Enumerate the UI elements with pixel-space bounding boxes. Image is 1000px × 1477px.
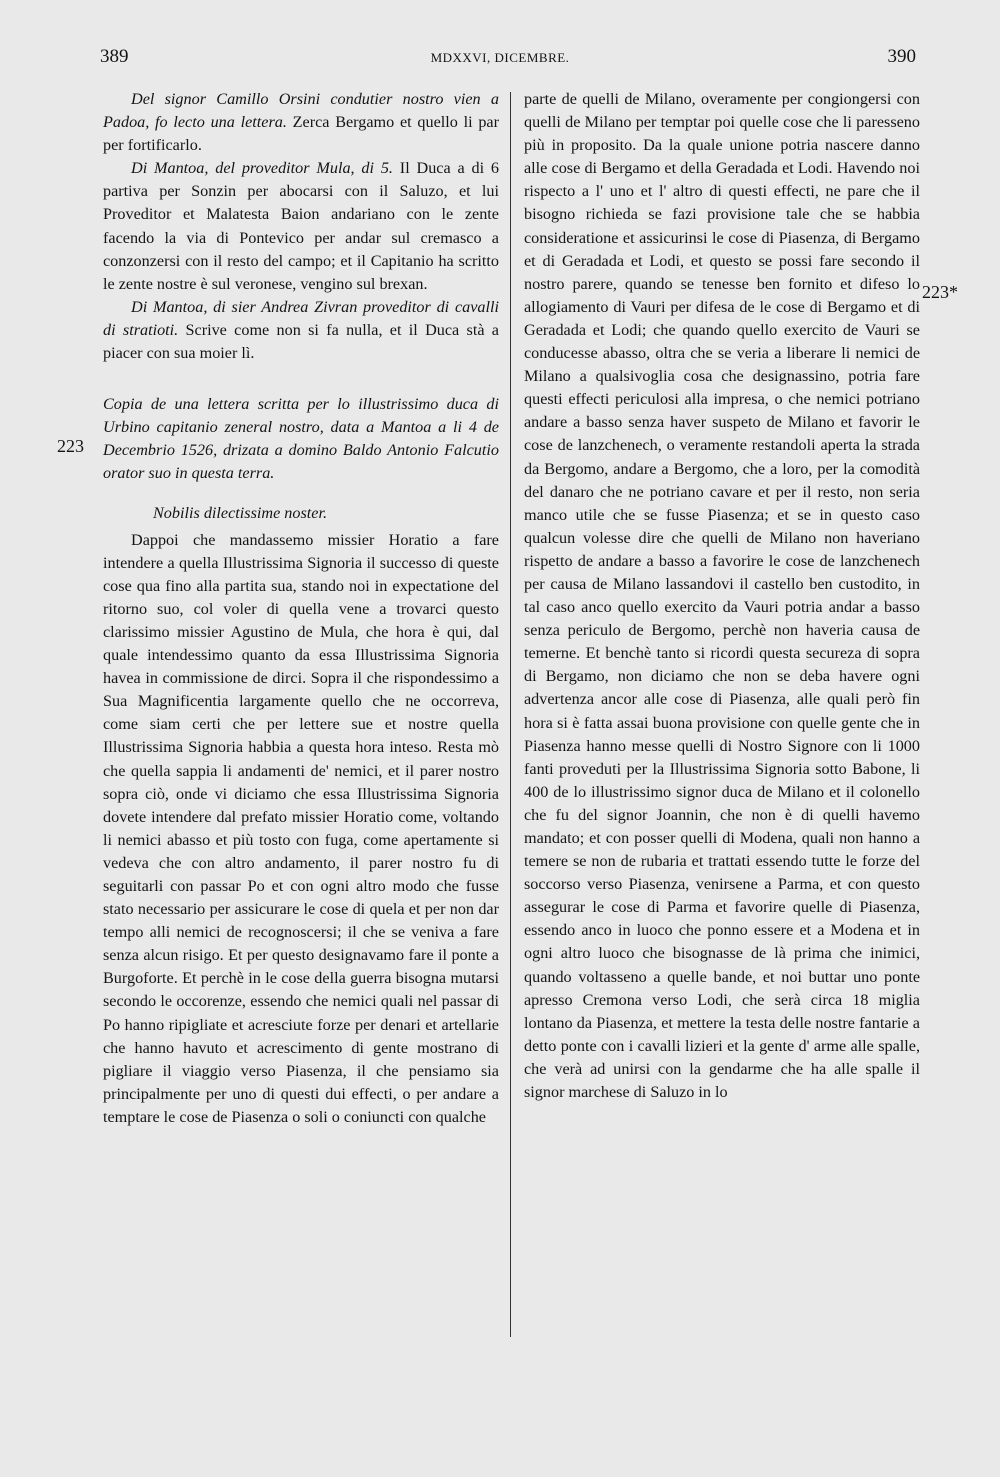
paragraph-mula xyxy=(103,157,499,296)
letter-heading: Copia de una lettera scritta per lo illustrissimo duca di Urbino capitanio zeneral nostro, data a Mantoa a li 4 de Decembrio 1526, drizata a domino Baldo Antonio Falcutio orator suo in questa terra. xyxy=(103,395,499,483)
margin-note-right: 223* xyxy=(922,282,958,302)
margin-note-left: 223 xyxy=(57,436,84,456)
paragraph-orsini xyxy=(103,88,499,157)
column-divider xyxy=(510,92,511,1337)
letter-body: Dappoi che mandassemo missier Horatio a fare intendere a quella Illustrissima Signoria il successo di queste cose qua fino alla partita sua, stando noi in expectatione del ritorno suo, col voler di quella vene a trovarci questo clarissimo missier Agustino de Mula, che hora è qui, dal quale intendessimo quanto da essa Illustrissima Signoria havea in commissione de dirci. Sopra il che rispondessimo a Sua Magnificentia largamente quello che ne occorreva, come siam certi che per lettere sue et nostre quella Illustrissima Signoria habbia a questa hora inteso. Resta mò che quella sappia li andamenti de' nemici, et il parer nostro sopra ciò, onde vi diciamo che essa Illustrissima Signoria dovete intendere dal prefato missier Horatio come, voltando li nemici abasso et più tosto con fuga, come apertamente si vedeva che con altro andamento, il parer nostro fu di seguitarli con passar Po et con ogni altro modo che fusse stato necessario per assicurare le cose di quela et per non dar tempo alli nemici de recognoscersi; il che se veniva a fare senza alcun risigo. Et per questo designavamo fare il ponte a Burgoforte. Et perchè in le cose della guerra bisogna mutarsi secondo le occorenze, essendo che nemici quali nel passar di Po hanno ripigliate et acresciute forze per denari et artellarie che hanno havuto et acrescimento di gente mostrano di pigliare il viaggio verso Piasenza, il che pensiamo sia principalmente per uno di questi dui effecti, o per andare a temptare le cose de Piasenza o soli o coniuncti con qualche xyxy=(103,530,499,1126)
paragraph-text: Zerca Bergamo et quello li par per fortificarlo. xyxy=(103,113,499,155)
left-column xyxy=(103,88,499,1129)
running-title: MDXXVI, DICEMBRE. xyxy=(430,50,570,65)
paragraph-source: Di Mantoa, di sier Andrea Zivran proveditor di cavalli di stratioti. xyxy=(103,297,499,339)
paragraph-text: Il Duca a di 6 partiva per Sonzin per abocarsi con il Saluzo, et lui Proveditor et Malatesta Baion andariano con le zente facendo la via di Pontevico per andar sul cremasco a conzonzersi con il resto del campo; et il Capitanio ha scritto le zente nostre è sul veronese, vengino sul brexan. xyxy=(103,159,499,293)
paragraph-source: Del signor Camillo Orsini condutier nostro vien a Padoa, fo lecto una lettera. xyxy=(103,90,499,132)
paragraph-zivran xyxy=(103,296,499,365)
page-number-left: 389 xyxy=(100,46,129,67)
page-number-right: 390 xyxy=(887,46,916,67)
right-column xyxy=(524,88,920,1104)
letter-body-continued: parte de quelli de Milano, overamente per congiongersi con quelli de Milano per temptar poi quelle cose che li paresseno più in proposito. Da la quale unione potria nascere danno alle cose di Bergamo et della Geradada et Lodi. Havendo noi rispecto a l' uno et l' altro di questi effecti, ne pare che il bisogno richieda se fazi provisione tale che se habbia consideratione et assicurinsi le cose di Piasenza, di Bergamo et di Geradada et Lodi, et questo se possi fare secondo il nostro parere, quando se tenesse ben fornito et difeso lo allogiamento di Vauri per difesa de le cose di Bergamo et di Geradada et Lodi; che quando quello exercito de Vauri se conducesse abasso, oltra che se veria a liberare li nemici de Milano a qualsivoglia cosa che designassino, potria fare questi effecti periculosi alla impresa, o che nemici potriano andare a basso senza haver suspeto de Milano et favorir le cose de lanzchenech, o veramente restandoli aperta la strada da Bergomo, andare a Bergomo, che a loro, per la comodità del danaro che ne potriano cavare et per il resto, non seria manco utile che se fusse Piasenza; et se in questo caso qualcun volesse dire che quelli de Milano non haveriano rispetto de andare a basso a favorire le cose de lanzchenech per causa de Milano lassandovi il castello ben custodito, in tal caso anco quello exercito da Vauri potria andar a basso senza periculo de Bergomo, perchè non haveria causa de temerne. Et benchè tanto si ricordi questa secureza di sopra di Bergamo, non diciamo che non se deba havere ogni advertenza ancor alle cose di Piasenza, alle quali però fin hora si è fatta assai buona provisione con quelle gente che in Piasenza hanno messe quelli di Nostro Signore con li 1000 fanti proveduti per la Illustrissima Signoria sotto Babone, li 400 de lo illustrissimo signor duca de Milano et il colonello che fu del signor Joannin, che non è di quelli havemo mandato; et con posser quelli di Modena, quali non hanno a temere se non de rubaria et trattati essendo tutte le forze del soccorso verso Piasenza, venirsene a Parma, et con questo assegurar le cose di Parma et favorire quelle di Piasenza, essendo anco in luoco che ponno essere et a Modena et in ogni altro luoco che bisognasse de là prima che inimici, quando voltasseno a quelle bande, et noi buttar uno ponte apresso Cremona verso Lodi, che serà circa 18 miglia lontano da Piasenza, et mettere la testa delle nostre fantarie a detto ponte con i cavalli lizieri et la gente d' arme alle spalle, che verà ad unirsi con la gendarme che ha alle spalle il signor marchese di Saluzo in lo xyxy=(524,90,920,1102)
letter-salutation: Nobilis dilectissime noster. xyxy=(153,503,328,522)
paragraph-text: Scrive come non si fa nulla, et il Duca stà a piacer con sua moier lì. xyxy=(103,320,499,363)
paragraph-source: Di Mantoa, del proveditor Mula, di 5. xyxy=(131,159,393,178)
